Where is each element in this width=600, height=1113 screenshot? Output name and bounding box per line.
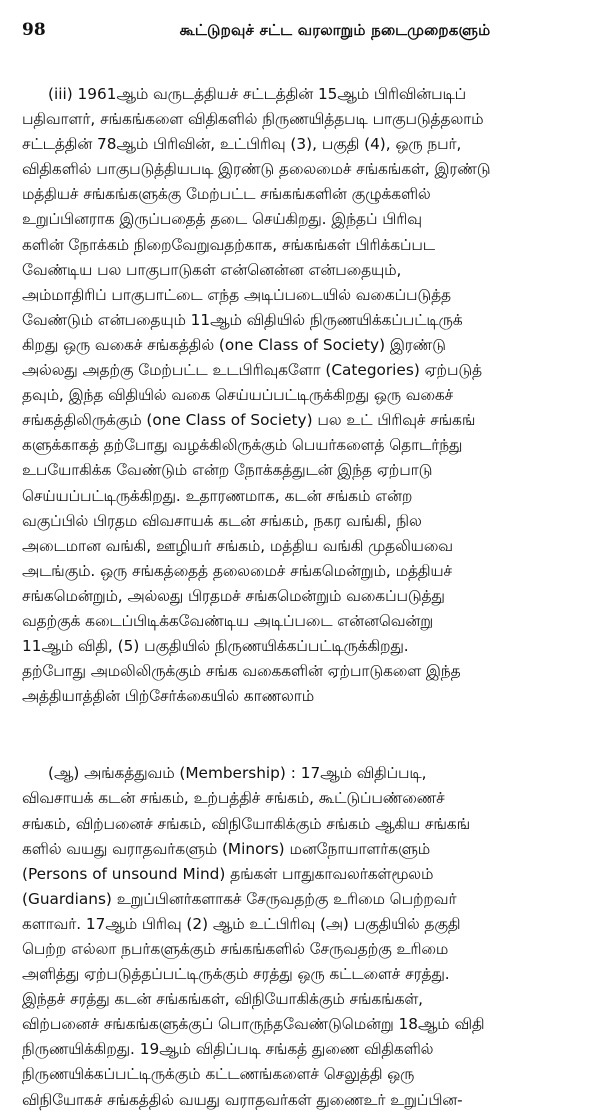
text-line: களுக்காகத் தற்போது வழக்கிலிருக்கும் பெயர்களைத் தொடர்ந்து — [22, 436, 463, 455]
text-line: நிருணயிக்கிறது. 19ஆம் விதிப்படி சங்கத் துணை விதிகளில் — [22, 1040, 434, 1059]
text-line: அல்லது அதற்கு மேற்பட்ட உடபிரிவுகளோ (Categories) ஏற்படுத் — [22, 361, 482, 380]
text-line: களின் நோக்கம் நிறைவேறுவதற்காக, சங்கங்கள் பிரிக்கப்பட — [22, 235, 435, 254]
text-line: தவும், இந்த விதியில் வகை செய்யப்பட்டிருக்கிறது ஒரு வகைச் — [22, 386, 454, 405]
page-number: 98 — [22, 20, 46, 40]
page-header — [22, 20, 578, 60]
text-line: நிருணயிக்கப்பட்டிருக்கும் கட்டணங்களைச் செலுத்தி ஒரு — [22, 1065, 415, 1084]
paragraph-membership — [22, 761, 578, 1112]
text-line: (ஆ) அங்கத்துவம் (Membership) : 17ஆம் விதிப்படி, — [48, 764, 427, 783]
text-line: இந்தச் சரத்து கடன் சங்கங்கள், விநியோகிக்கும் சங்கங்கள், — [22, 990, 424, 1009]
paragraph-iii — [22, 82, 578, 709]
text-line: விற்பனைச் சங்கங்களுக்குப் பொருந்தவேண்டுமென்று 18ஆம் விதி — [22, 1015, 485, 1034]
text-line: கிறது ஒரு வகைச் சங்கத்தில் (one Class of Society) இரண்டு — [22, 335, 446, 354]
text-line: மத்தியச் சங்கங்களுக்கு மேற்பட்ட சங்கங்களின் குழுக்களில் — [22, 185, 431, 204]
text-line: தற்போது அமலிலிருக்கும் சங்க வகைகளின் ஏற்பாடுகளை இந்த — [22, 662, 461, 681]
text-line: வேண்டும் என்பதையும் 11ஆம் விதியில் நிருணயிக்கப்பட்டிருக் — [22, 310, 463, 329]
text-line: உறுப்பினராக இருப்பதைத் தடை செய்கிறது. இந்தப் பிரிவு — [22, 210, 422, 229]
text-line: வேண்டிய பல பாகுபாடுகள் என்னென்ன என்பதையும், — [22, 260, 402, 279]
text-line: விநியோகச் சங்கத்தில் வயது வராதவர்கள் துணைஉர் உறுப்பின- — [22, 1090, 463, 1109]
text-line: அம்மாதிரிப் பாகுபாட்டை எந்த அடிப்படையில் வகைப்படுத்த — [22, 285, 452, 304]
text-line: (iii) 1961ஆம் வருடத்தியச் சட்டத்தின் 15ஆம் பிரிவின்படிப் — [48, 85, 467, 103]
text-line: சட்டத்தின் 78ஆம் பிரிவின், உட்பிரிவு (3), பகுதி (4), ஒரு நபர், — [22, 135, 462, 154]
text-line: பதிவாளர், சங்கங்களை விதிகளில் நிருணயித்தபடி பாகுபடுத்தலாம் — [22, 110, 484, 129]
text-line: பெற்ற எல்லா நபர்களுக்கும் சங்கங்களில் சேருவதற்கு உரிமை — [22, 940, 449, 958]
text-line: அடைமான வங்கி, ஊழியர் சங்கம், மத்திய வங்கி முதலியவை — [22, 536, 453, 555]
text-line: அடங்கும். ஒரு சங்கத்தைத் தலைமைச் சங்கமென்றும், மத்தியச் — [22, 561, 453, 580]
text-line: (Guardians) உறுப்பினர்களாகச் சேருவதற்கு உரிமை பெற்றவர் — [22, 889, 457, 908]
text-line: அளித்து ஏற்படுத்தப்பட்டிருக்கும் சரத்து ஒரு கட்டளைச் சரத்து. — [22, 965, 450, 984]
text-line: விவசாயக் கடன் சங்கம், உற்பத்திச் சங்கம், கூட்டுப்பண்ணைச் — [22, 789, 445, 808]
text-line: வதற்குக் கடைப்பிடிக்கவேண்டிய அடிப்படை என்னவென்று — [22, 611, 434, 630]
text-line: சங்கம், விற்பனைச் சங்கம், விநியோகிக்கும் சங்கம் ஆகிய சங்கங் — [22, 814, 470, 833]
text-line: செய்யப்பட்டிருக்கிறது. உதாரணமாக, கடன் சங்கம் என்ற — [22, 486, 413, 505]
running-title: கூட்டுறவுச் சட்ட வரலாறும் நடைமுறைகளும் — [179, 21, 491, 39]
text-line: விதிகளில் பாகுபடுத்தியபடி இரண்டு தலைமைச் சங்கங்கள், இரண்டு — [22, 160, 491, 179]
text-line: களில் வயது வராதவர்களும் (Minors) மனநோயாளர்களும் — [22, 839, 431, 858]
text-line: களாவர். 17ஆம் பிரிவு (2) ஆம் உட்பிரிவு (அ) பகுதியில் தகுதி — [22, 914, 461, 933]
text-line: 11ஆம் விதி, (5) பகுதியில் நிருணயிக்கப்பட்டிருக்கிறது. — [22, 637, 409, 656]
text-line: (Persons of unsound Mind) தங்கள் பாதுகாவலர்கள்மூலம் — [22, 864, 434, 883]
text-line: சங்கத்திலிருக்கும் (one Class of Society) பல உட் பிரிவுச் சங்கங் — [22, 411, 476, 430]
text-line: அத்தியாத்தின் பிற்சேர்க்கையில் காணலாம் — [22, 687, 315, 706]
text-line: வகுப்பில் பிரதம விவசாயக் கடன் சங்கம், நகர வங்கி, நில — [22, 511, 422, 530]
text-line: சங்கமென்றும், அல்லது பிரதமச் சங்கமென்றும் வகைப்படுத்து — [22, 586, 445, 605]
text-line: உபயோகிக்க வேண்டும் என்ற நோக்கத்துடன் இந்த ஏற்பாடு — [22, 461, 433, 480]
